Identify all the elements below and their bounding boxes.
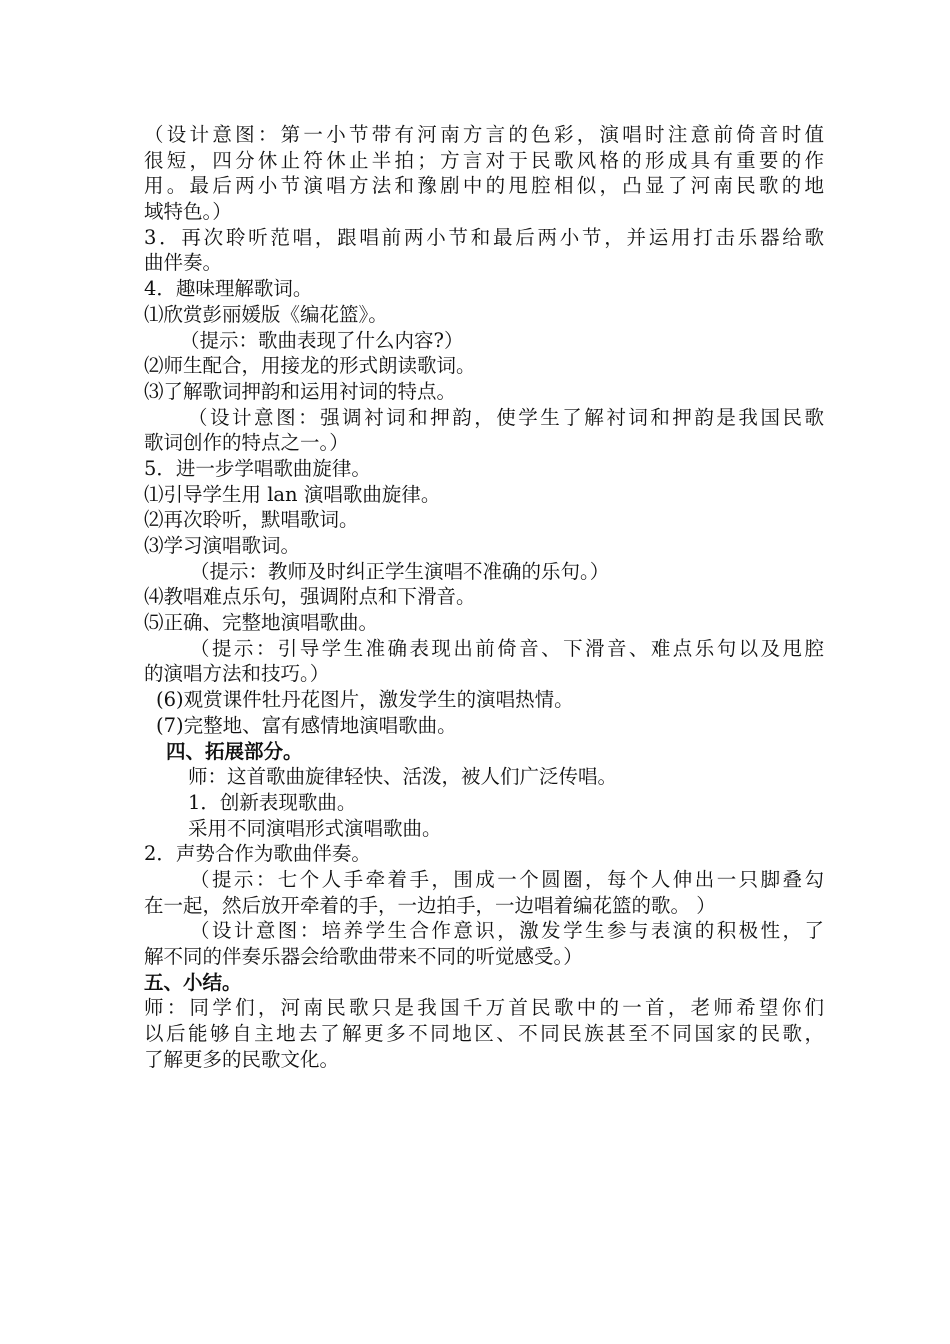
tip-line: （提示：教师及时纠正学生演唱不准确的乐句。） bbox=[190, 559, 610, 583]
list-item: ⑸正确、完整地演唱歌曲。 bbox=[144, 611, 379, 635]
list-item: ⑵师生配合，用接龙的形式朗读歌词。 bbox=[144, 354, 476, 378]
summary-line: 师：同学们，河南民歌只是我国千万首民歌中的一首，老师希望你们 bbox=[144, 996, 824, 1020]
list-item: (6)观赏课件牡丹花图片，激发学生的演唱热情。 bbox=[156, 688, 574, 712]
list-item: (7)完整地、富有感情地演唱歌曲。 bbox=[156, 713, 457, 737]
paragraph-line: 用。最后两小节演唱方法和豫剧中的甩腔相似，凸显了河南民歌的地 bbox=[144, 174, 824, 198]
design-intent-line: （设计意图：培养学生合作意识，激发学生参与表演的积极性，了 bbox=[190, 919, 824, 943]
summary-line: 了解更多的民歌文化。 bbox=[144, 1047, 340, 1071]
section-heading: 五、小结。 bbox=[144, 970, 242, 994]
step-3-line: 曲伴奏。 bbox=[144, 251, 223, 275]
list-item: ⑶学习演唱歌词。 bbox=[144, 534, 301, 557]
paragraph-line: 很短，四分休止符休止半拍；方言对于民歌风格的形成具有重要的作 bbox=[144, 148, 824, 172]
step-2-heading: 2．声势合作为歌曲伴奏。 bbox=[144, 842, 371, 866]
tip-line: 在一起，然后放开牵着的手，一边拍手，一边唱着编花篮的歌。 ） bbox=[144, 893, 716, 917]
tip-line: （提示：引导学生准确表现出前倚音、下滑音、难点乐句以及甩腔 bbox=[190, 636, 824, 660]
design-intent-line: 歌词创作的特点之一。） bbox=[144, 431, 349, 455]
tip-line: （提示：七个人手牵着手，围成一个圆圈，每个人伸出一只脚叠勾 bbox=[190, 867, 824, 891]
section-heading: 四、拓展部分。 bbox=[166, 739, 303, 763]
step-5-heading: 5．进一步学唱歌曲旋律。 bbox=[144, 456, 371, 480]
teacher-line: 师：这首歌曲旋律轻快、活泼，被人们广泛传唱。 bbox=[188, 765, 618, 789]
list-item: ⑴欣赏彭丽媛版《编花篮》。 bbox=[144, 302, 388, 326]
list-item: ⑶了解歌词押韵和运用衬词的特点。 bbox=[144, 379, 457, 403]
list-item: 1．创新表现歌曲。 bbox=[188, 790, 357, 814]
list-item: ⑴引导学生用 lan 演唱歌曲旋律。 bbox=[144, 482, 441, 506]
tip-line: （提示：歌曲表现了什么内容?） bbox=[180, 328, 464, 352]
design-intent-line: 解不同的伴奏乐器会给歌曲带来不同的听觉感受。） bbox=[144, 945, 583, 968]
paragraph-line: 采用不同演唱形式演唱歌曲。 bbox=[188, 816, 442, 840]
paragraph-line: （设计意图：第一小节带有河南方言的色彩，演唱时注意前倚音时值 bbox=[144, 123, 824, 146]
paragraph-line: 域特色。） bbox=[144, 200, 232, 224]
step-3-line: 3．再次聆听范唱，跟唱前两小节和最后两小节，并运用打击乐器给歌 bbox=[144, 225, 824, 249]
document-body bbox=[144, 122, 824, 1072]
design-intent-line: （设计意图：强调衬词和押韵，使学生了解衬词和押韵是我国民歌 bbox=[188, 405, 824, 429]
summary-line: 以后能够自主地去了解更多不同地区、不同民族甚至不同国家的民歌， bbox=[144, 1022, 824, 1046]
tip-line: 的演唱方法和技巧。） bbox=[144, 662, 330, 686]
list-item: ⑵再次聆听，默唱歌词。 bbox=[144, 508, 359, 532]
step-4-heading: 4．趣味理解歌词。 bbox=[144, 277, 313, 301]
list-item: ⑷教唱难点乐句，强调附点和下滑音。 bbox=[144, 585, 476, 609]
